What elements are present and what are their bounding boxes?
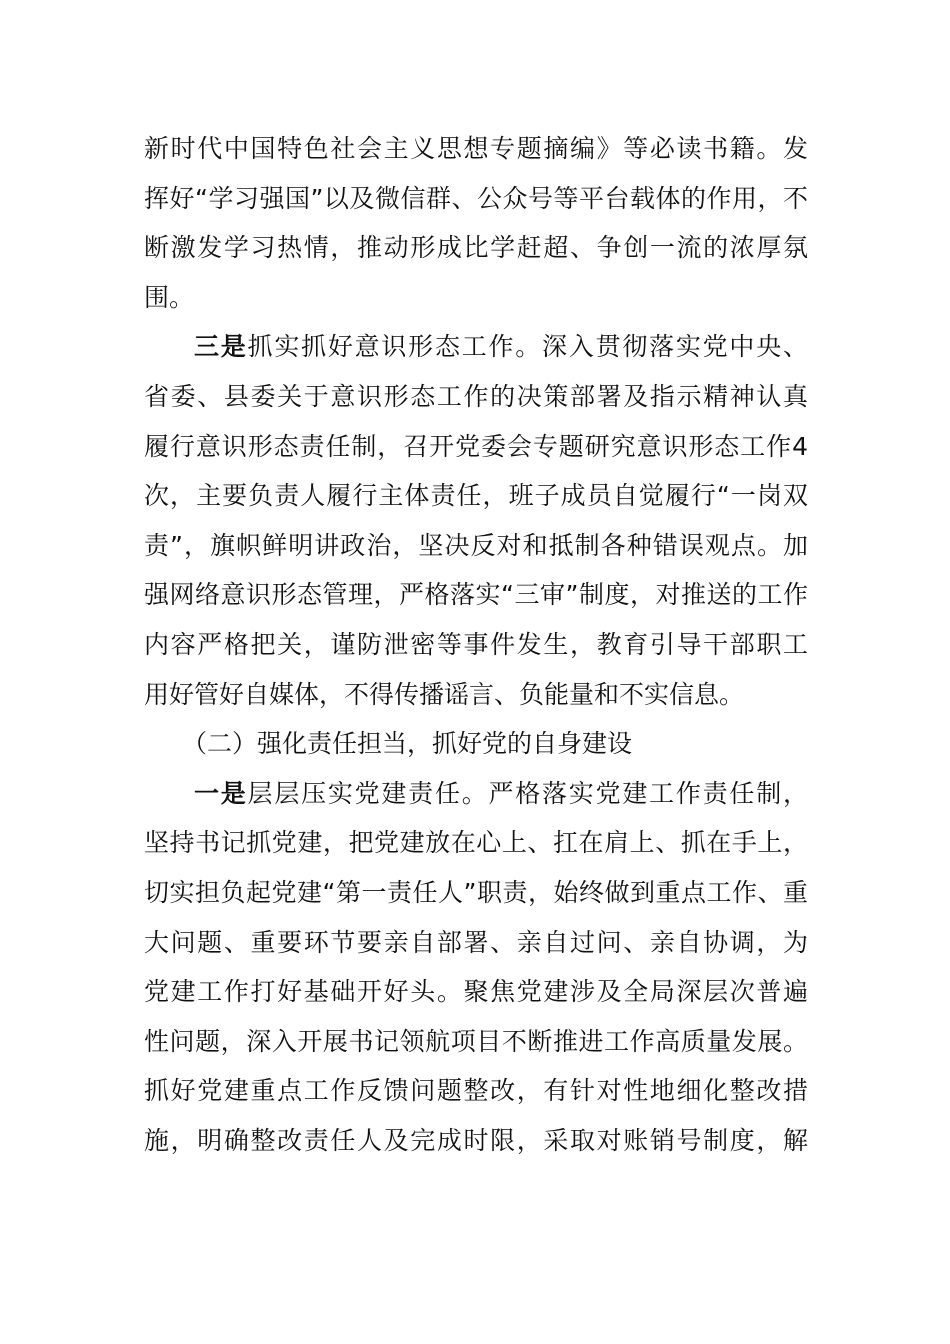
text-line: 围。 <box>144 282 195 312</box>
text-line: 挥好“学习强国”以及微信群、公众号等平台载体的作用，不 <box>144 183 808 213</box>
text-line: 用好管好自媒体，不得传播谣言、负能量和不实信息。 <box>144 679 745 709</box>
text-line: 履行意识形态责任制，召开党委会专题研究意识形态工作4 <box>144 431 808 461</box>
paragraph-lead-text: 层层压实党建责任。严格落实党建工作责任制， <box>247 778 808 808</box>
text-line: 党建工作打好基础开好头。聚焦党建涉及全局深层次普遍 <box>144 977 808 1007</box>
text-line: 次，主要负责人履行主体责任，班子成员自觉履行“一岗双 <box>144 481 808 511</box>
paragraph-lead: 一是 <box>194 778 248 808</box>
text-line: 坚持书记抓党建，把党建放在心上、扛在肩上、抓在手上， <box>144 828 808 858</box>
text-line: 责”，旗帜鲜明讲政治，坚决反对和抵制各种错误观点。加 <box>144 530 808 560</box>
paragraph-first-line <box>144 322 808 372</box>
text-line: 省委、县委关于意识形态工作的决策部署及指示精神认真 <box>144 381 808 411</box>
paragraph-first-line <box>144 769 808 819</box>
text-line: 切实担负起党建“第一责任人”职责，始终做到重点工作、重 <box>144 877 808 907</box>
text-line: 施，明确整改责任人及完成时限，采取对账销号制度，解 <box>144 1125 808 1155</box>
text-line: 性问题，深入开展书记领航项目不断推进工作高质量发展。 <box>144 1026 808 1056</box>
text-line: 抓好党建重点工作反馈问题整改，有针对性地细化整改措 <box>144 1076 808 1106</box>
text-line: 大问题、重要环节要亲自部署、亲自过问、亲自协调，为 <box>144 927 808 957</box>
text-line: 新时代中国特色社会主义思想专题摘编》等必读书籍。发 <box>144 134 808 163</box>
text-line: 断激发学习热情，推动形成比学赶超、争创一流的浓厚氛 <box>144 233 808 263</box>
section-heading: （二）强化责任担当，抓好党的自身建设 <box>182 729 633 759</box>
paragraph-lead-text: 抓实抓好意识形态工作。深入贯彻落实党中央、 <box>247 332 808 362</box>
document-page <box>144 124 808 1165</box>
text-line: 内容严格把关，谨防泄密等事件发生，教育引导干部职工 <box>144 629 808 659</box>
paragraph-lead: 三是 <box>194 332 248 362</box>
text-line: 强网络意识形态管理，严格落实“三审”制度，对推送的工作 <box>144 580 808 610</box>
